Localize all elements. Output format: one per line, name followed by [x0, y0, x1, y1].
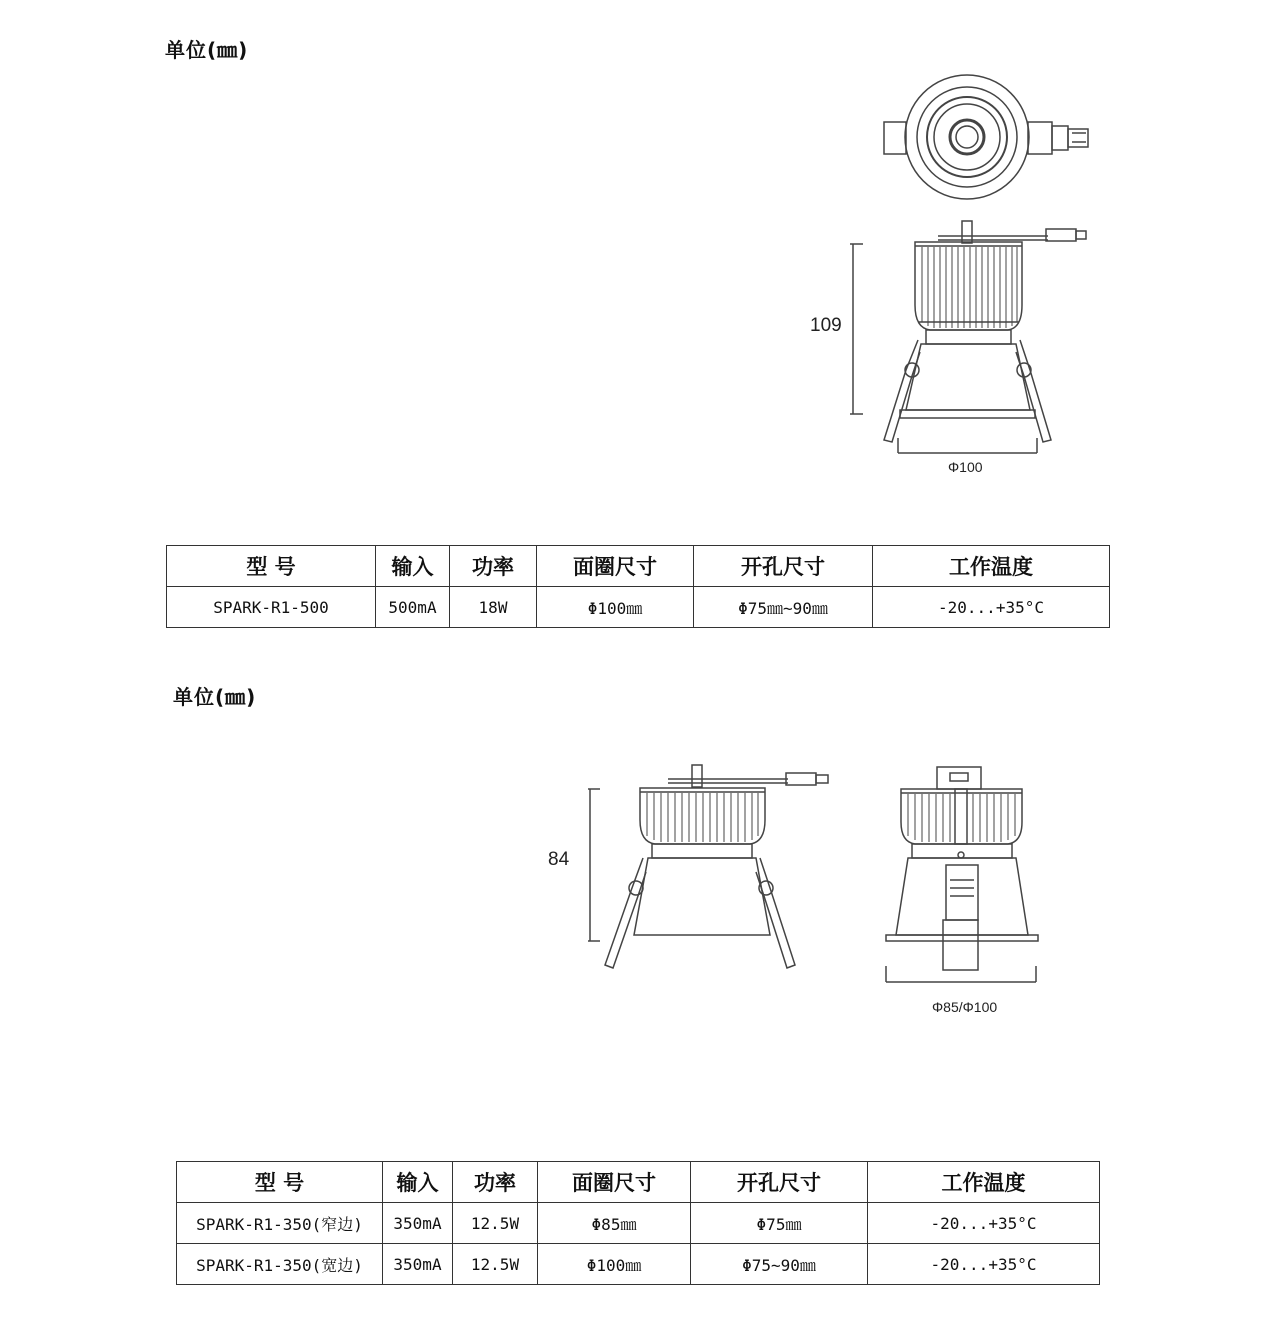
header-input: 输入: [376, 546, 450, 587]
header-model: 型 号: [177, 1162, 383, 1203]
table-row: [167, 587, 1110, 628]
header-cutout-size: 开孔尺寸: [691, 1162, 868, 1203]
side-view-drawing-3: [901, 767, 1022, 844]
cell-power: 12.5W: [453, 1203, 538, 1244]
header-operating-temp: 工作温度: [873, 546, 1110, 587]
dimension-diameter-1: Φ100: [948, 459, 983, 475]
unit-label-1: 单位(㎜): [165, 38, 249, 62]
spec-table-1: [166, 545, 1110, 628]
header-trim-size: 面圈尺寸: [537, 546, 694, 587]
heatsink-fins-2: [647, 793, 758, 842]
cell-cutout-size: Φ75~90㎜: [691, 1244, 868, 1285]
header-power: 功率: [450, 546, 537, 587]
cell-power: 18W: [450, 587, 537, 628]
dimension-height-1: 109: [810, 315, 842, 336]
header-cutout-size: 开孔尺寸: [694, 546, 873, 587]
cell-power: 12.5W: [453, 1244, 538, 1285]
header-operating-temp: 工作温度: [868, 1162, 1100, 1203]
header-trim-size: 面圈尺寸: [538, 1162, 691, 1203]
cell-input: 350mA: [383, 1203, 453, 1244]
cell-model: SPARK-R1-350(宽边): [177, 1244, 383, 1285]
header-input: 输入: [383, 1162, 453, 1203]
table-header-row: [167, 546, 1110, 587]
cell-cutout-size: Φ75㎜: [691, 1203, 868, 1244]
housing-2: [588, 789, 795, 968]
heatsink-fins-3: [908, 794, 1015, 842]
header-power: 功率: [453, 1162, 538, 1203]
cell-input: 350mA: [383, 1244, 453, 1285]
unit-label-2: 单位(㎜): [173, 685, 257, 709]
cell-cutout-size: Φ75㎜~90㎜: [694, 587, 873, 628]
cell-operating-temp: -20...+35°C: [868, 1244, 1100, 1285]
table-row: [177, 1244, 1100, 1285]
cell-model: SPARK-R1-350(窄边): [177, 1203, 383, 1244]
cell-operating-temp: -20...+35°C: [868, 1203, 1100, 1244]
table-header-row: [177, 1162, 1100, 1203]
heatsink-fins-1: [922, 247, 1017, 328]
table-row: [177, 1203, 1100, 1244]
cell-trim-size: Φ100㎜: [538, 1244, 691, 1285]
housing-3: [886, 844, 1038, 982]
cell-trim-size: Φ100㎜: [537, 587, 694, 628]
top-view-drawing-1: [884, 75, 1088, 199]
cell-operating-temp: -20...+35°C: [873, 587, 1110, 628]
cell-trim-size: Φ85㎜: [538, 1203, 691, 1244]
dimension-diameter-2: Φ85/Φ100: [932, 999, 998, 1015]
cell-model: SPARK-R1-500: [167, 587, 376, 628]
spec-table-2: [176, 1161, 1100, 1285]
cell-input: 500mA: [376, 587, 450, 628]
dimension-height-2: 84: [548, 849, 570, 870]
housing-1: [850, 244, 1051, 453]
header-model: 型 号: [167, 546, 376, 587]
